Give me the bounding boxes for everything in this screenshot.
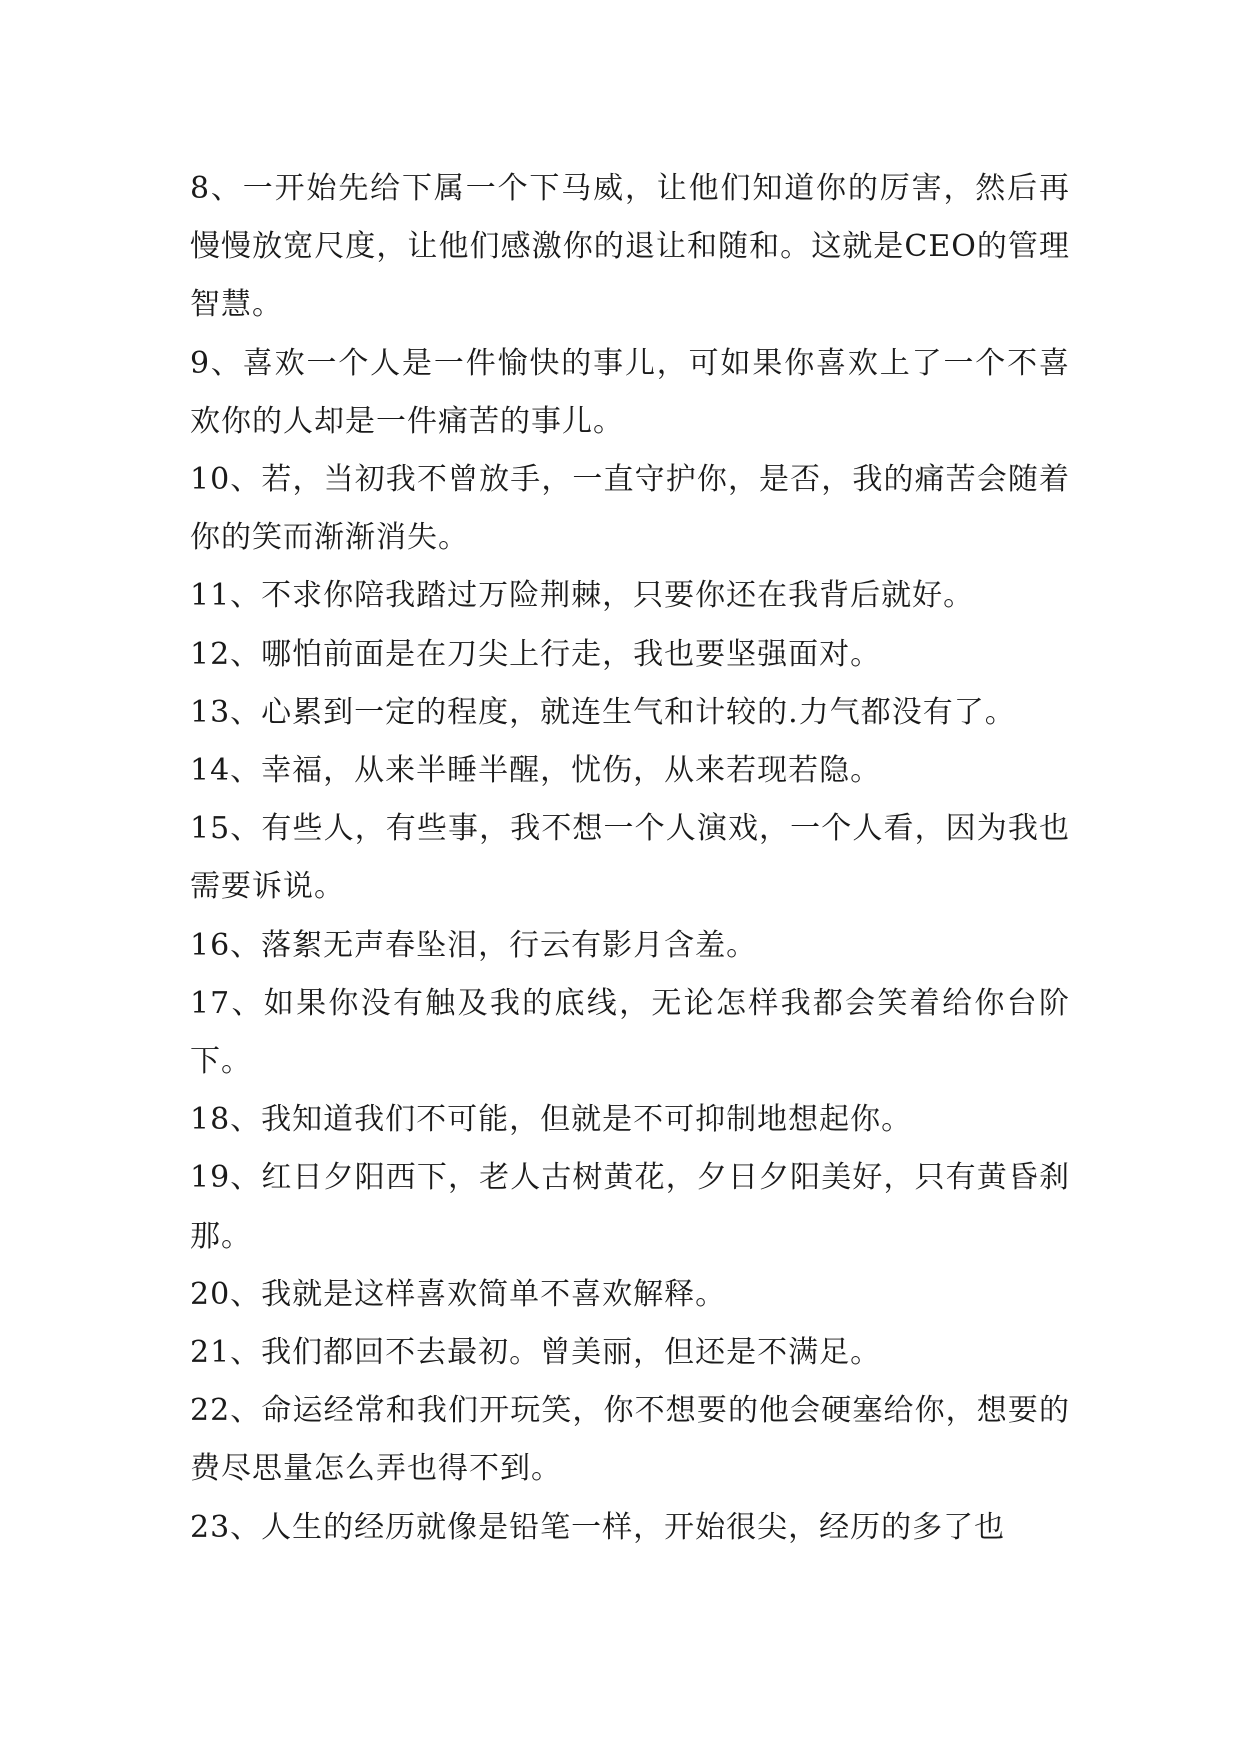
document-body [190, 160, 1070, 1557]
entry-19: 19、红日夕阳西下，老人古树黄花，夕日夕阳美好，只有黄昏刹那。 [190, 1160, 1070, 1254]
entry-14: 14、幸福，从来半睡半醒，忧伤，从来若现若隐。 [190, 753, 882, 789]
entry-17: 17、如果你没有触及我的底线，无论怎样我都会笑着给你台阶下。 [190, 985, 1070, 1080]
entry-22: 22、命运经常和我们开玩笑，你不想要的他会硬塞给你，想要的费尽思量怎么弄也得不到。 [190, 1393, 1070, 1487]
entry-11: 11、不求你陪我踏过万险荆棘，只要你还在我背后就好。 [190, 578, 975, 614]
entry-13: 13、心累到一定的程度，就连生气和计较的.力气都没有了。 [190, 694, 1016, 730]
entry-18: 18、我知道我们不可能，但就是不可抑制地想起你。 [190, 1102, 913, 1138]
entry-23: 23、人生的经历就像是铅笔一样，开始很尖，经历的多了也 [190, 1509, 1006, 1545]
entry-21: 21、我们都回不去最初。曾美丽，但还是不满足。 [190, 1335, 882, 1371]
entry-12: 12、哪怕前面是在刀尖上行走，我也要坚强面对。 [190, 636, 882, 672]
entry-15: 15、有些人，有些事，我不想一个人演戏，一个人看，因为我也需要诉说。 [190, 811, 1070, 905]
entry-8: 8、一开始先给下属一个下马威，让他们知道你的厉害，然后再慢慢放宽尺度，让他们感激你的退让和随和。这就是CEO的管理智慧。 [190, 171, 1070, 323]
entry-20: 20、我就是这样喜欢简单不喜欢解释。 [190, 1276, 727, 1312]
entry-16: 16、落絮无声春坠泪，行云有影月含羞。 [190, 927, 758, 963]
entry-10: 10、若，当初我不曾放手，一直守护你，是否，我的痛苦会随着你的笑而渐渐消失。 [190, 462, 1070, 556]
entry-9: 9、喜欢一个人是一件愉快的事儿，可如果你喜欢上了一个不喜欢你的人却是一件痛苦的事儿。 [190, 345, 1070, 439]
